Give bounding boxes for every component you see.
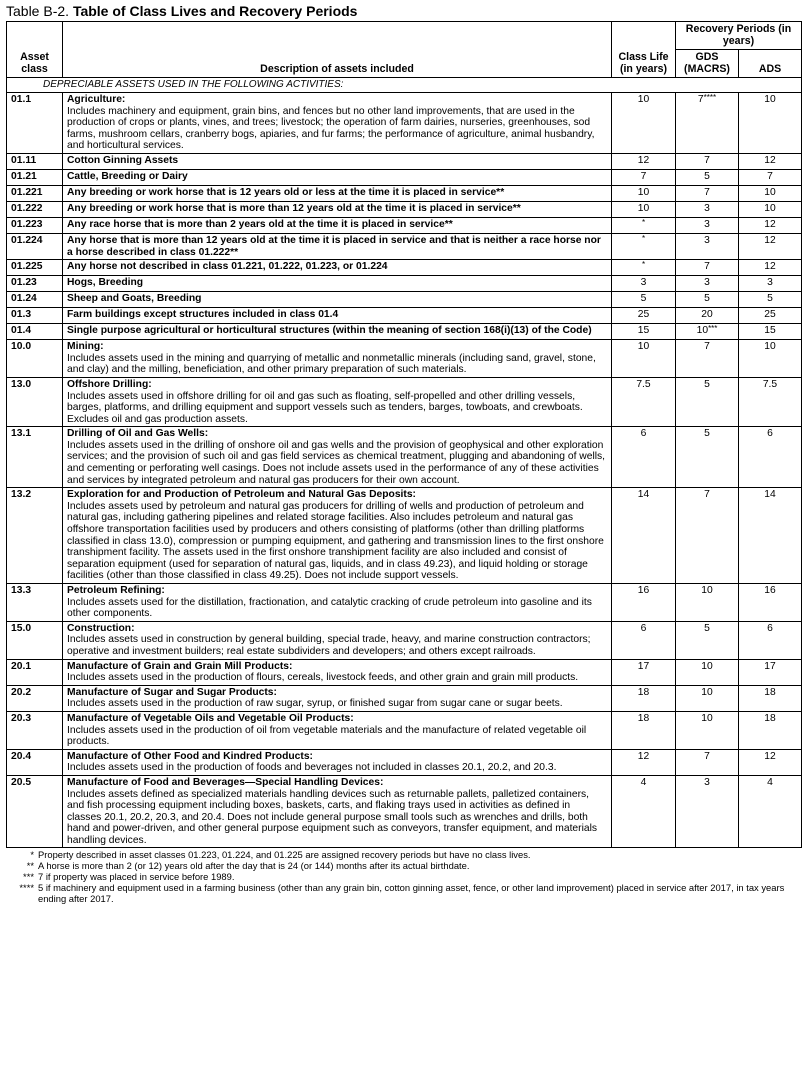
gds-value: 7 bbox=[676, 185, 739, 201]
ads-value: 16 bbox=[739, 584, 802, 622]
section-heading-row bbox=[7, 78, 802, 93]
ads-value: 12 bbox=[739, 233, 802, 259]
table-row bbox=[7, 775, 802, 848]
class-life-value: * bbox=[612, 217, 676, 233]
asset-title: Cotton Ginning Assets bbox=[67, 154, 179, 166]
asset-title: Manufacture of Other Food and Kindred Products: bbox=[67, 750, 313, 762]
asset-title: Any horse not described in class 01.221, 01.222, 01.223, or 01.224 bbox=[67, 261, 388, 273]
ads-value: 12 bbox=[739, 217, 802, 233]
class-life-value: 5 bbox=[612, 292, 676, 308]
asset-title: Mining: bbox=[67, 341, 104, 353]
header-description: Description of assets included bbox=[63, 22, 612, 78]
gds-value: 10*** bbox=[676, 324, 739, 340]
header-class-life: Class Life (in years) bbox=[612, 22, 676, 78]
class-life-value: 16 bbox=[612, 584, 676, 622]
asset-title: Drilling of Oil and Gas Wells: bbox=[67, 428, 209, 440]
gds-value: 10 bbox=[676, 659, 739, 685]
asset-title: Manufacture of Vegetable Oils and Vegetable Oil Products: bbox=[67, 712, 354, 724]
asset-details: Includes assets used in the mining and quarrying of metallic and nonmetallic minerals (including sand, gravel, stone, and clay) and the milling, beneficiation, and other primary preparation of such materials. bbox=[67, 352, 596, 376]
asset-description bbox=[63, 169, 612, 185]
class-life-value: 10 bbox=[612, 92, 676, 153]
asset-title: Any race horse that is more than 2 years old at the time it is placed in service** bbox=[67, 218, 453, 230]
gds-value: 20 bbox=[676, 308, 739, 324]
asset-description bbox=[63, 775, 612, 848]
table-row bbox=[7, 217, 802, 233]
gds-value: 5 bbox=[676, 169, 739, 185]
class-lives-table bbox=[6, 21, 802, 848]
asset-description bbox=[63, 217, 612, 233]
asset-title: Offshore Drilling: bbox=[67, 378, 152, 390]
ads-value: 12 bbox=[739, 260, 802, 276]
gds-value: 5 bbox=[676, 292, 739, 308]
asset-description bbox=[63, 153, 612, 169]
class-life-value: 3 bbox=[612, 276, 676, 292]
table-row bbox=[7, 153, 802, 169]
asset-title: Hogs, Breeding bbox=[67, 277, 144, 289]
table-row bbox=[7, 659, 802, 685]
table-row bbox=[7, 749, 802, 775]
asset-details: Includes assets used in the production of oil from vegetable materials and the manufacture of related vegetable oil products. bbox=[67, 724, 587, 748]
ads-value: 7.5 bbox=[739, 377, 802, 426]
table-row bbox=[7, 169, 802, 185]
footnote-mark: ** bbox=[26, 860, 34, 872]
asset-description bbox=[63, 324, 612, 340]
asset-details: Includes assets used in the drilling of onshore oil and gas wells and the provision of geophysical and other exploration services; and the provision of such oil and gas field services as chemical treatment, plugging and abandoning of wells, and cementing or perforating well casings. Does not include assets used in the performance of any of these activities and services by integrated petroleum and natural gas producers for their own account. bbox=[67, 439, 606, 486]
ads-value: 12 bbox=[739, 153, 802, 169]
asset-description bbox=[63, 185, 612, 201]
class-life-value: 7 bbox=[612, 169, 676, 185]
asset-details: Includes assets defined as specialized materials handling devices such as returnable pallets, palletized containers, and fish processing equipment including boxes, baskets, carts, and flaking trays used in activities as defined in classes 20.1, 20.2, 20.3, and 20.4. Does not include general purpose small tools such as wrenches and drills, both hand and power-driven, and other general purpose equipment such as conveyors, transfer equipment, and materials handling devices. bbox=[67, 788, 598, 846]
footnote-mark: * bbox=[30, 849, 34, 861]
asset-details: Includes assets used in the production of foods and beverages not included in classes 20.1, 20.2, and 20.3. bbox=[67, 762, 557, 774]
asset-class: 20.4 bbox=[7, 749, 63, 775]
table-row bbox=[7, 685, 802, 711]
asset-title: Sheep and Goats, Breeding bbox=[67, 293, 202, 305]
gds-value: 10 bbox=[676, 711, 739, 749]
ads-value: 15 bbox=[739, 324, 802, 340]
ads-value: 10 bbox=[739, 185, 802, 201]
gds-value: 5 bbox=[676, 621, 739, 659]
asset-class: 13.0 bbox=[7, 377, 63, 426]
asset-description bbox=[63, 377, 612, 426]
table-row bbox=[7, 292, 802, 308]
table-row bbox=[7, 584, 802, 622]
ads-value: 12 bbox=[739, 749, 802, 775]
gds-value: 10 bbox=[676, 685, 739, 711]
class-life-value: 6 bbox=[612, 427, 676, 488]
asset-description bbox=[63, 621, 612, 659]
footnotes bbox=[6, 850, 801, 904]
asset-class: 13.1 bbox=[7, 427, 63, 488]
page bbox=[6, 1, 801, 904]
asset-class: 01.3 bbox=[7, 308, 63, 324]
class-life-value: * bbox=[612, 233, 676, 259]
asset-class: 01.21 bbox=[7, 169, 63, 185]
table-row bbox=[7, 276, 802, 292]
asset-class: 20.2 bbox=[7, 685, 63, 711]
asset-title: Any breeding or work horse that is more than 12 years old at the time it is placed in service** bbox=[67, 202, 521, 214]
asset-details: Includes assets used for the distillation, fractionation, and catalytic cracking of crude petroleum into gasoline and its other components. bbox=[67, 596, 592, 620]
asset-details: Includes assets used by petroleum and natural gas producers for drilling of wells and production of petroleum and natural gas, including gathering pipelines and related storage facilities. Also includes petroleum and natural gas offshore transportation facilities used by producers and others consisting of platforms (other than drilling platforms classified in class 13.0), compression or pumping equipment, and gathering and transmission lines to the first onshore transhipment facility. The assets used in the first onshore transhipment facility are also included and consist of separation equipment (used for separation of natural gas, liquids, and in class 49.23), and liquid holding or storage facilities (other than those classified in class 49.25). Does not include support vessels. bbox=[67, 500, 604, 582]
table-row bbox=[7, 185, 802, 201]
footnote-text: Property described in asset classes 01.223, 01.224, and 01.225 are assigned recovery periods but have no class lives. bbox=[38, 849, 531, 861]
gds-value: 7 bbox=[676, 749, 739, 775]
gds-value: 3 bbox=[676, 217, 739, 233]
footnote bbox=[6, 883, 801, 905]
class-life-value: 10 bbox=[612, 185, 676, 201]
class-life-value: 6 bbox=[612, 621, 676, 659]
asset-title: Petroleum Refining: bbox=[67, 585, 165, 596]
asset-class: 01.23 bbox=[7, 276, 63, 292]
asset-class: 20.1 bbox=[7, 659, 63, 685]
asset-class: 01.224 bbox=[7, 233, 63, 259]
asset-class: 01.225 bbox=[7, 260, 63, 276]
asset-details: Includes assets used in offshore drilling for oil and gas such as floating, self-propelled and other drilling vessels, barges, platforms, and drilling equipment and support vessels such as tenders, barges, towboats, and crewboats. Excludes oil and gas production assets. bbox=[67, 390, 583, 425]
table-row bbox=[7, 308, 802, 324]
gds-value: 7 bbox=[676, 260, 739, 276]
ads-value: 14 bbox=[739, 488, 802, 584]
asset-title: Single purpose agricultural or horticultural structures (within the meaning of section 168(i)(13) of the Code) bbox=[67, 325, 592, 337]
table-row bbox=[7, 92, 802, 153]
class-life-value: 10 bbox=[612, 201, 676, 217]
table-row bbox=[7, 488, 802, 584]
gds-value: 3 bbox=[676, 201, 739, 217]
asset-class: 01.222 bbox=[7, 201, 63, 217]
asset-details: Includes machinery and equipment, grain bins, and fences but no other land improvements, that are used in the production of crops or plants, vines, and trees; livestock; the operation of farm dairies, nurseries, greenhouses, sod farms, mushroom cellars, cranberry bogs, apiaries, and fur farms; the performance of agriculture, animal husbandry, and horticultural services. bbox=[67, 105, 595, 152]
asset-details: Includes assets used in the production of raw sugar, syrup, or finished sugar from sugar cane or sugar beets. bbox=[67, 698, 563, 710]
gds-value: 3 bbox=[676, 233, 739, 259]
ads-value: 10 bbox=[739, 92, 802, 153]
asset-class: 01.1 bbox=[7, 92, 63, 153]
asset-title: Exploration for and Production of Petroleum and Natural Gas Deposits: bbox=[67, 489, 416, 501]
asset-class: 13.2 bbox=[7, 488, 63, 584]
gds-value: 10 bbox=[676, 584, 739, 622]
asset-title: Cattle, Breeding or Dairy bbox=[67, 170, 188, 182]
asset-description bbox=[63, 685, 612, 711]
ads-value: 6 bbox=[739, 427, 802, 488]
class-life-value: 17 bbox=[612, 659, 676, 685]
gds-value: 5 bbox=[676, 427, 739, 488]
ads-value: 5 bbox=[739, 292, 802, 308]
gds-value: 7 bbox=[676, 153, 739, 169]
asset-description bbox=[63, 584, 612, 622]
asset-class: 20.3 bbox=[7, 711, 63, 749]
asset-title: Any breeding or work horse that is 12 years old or less at the time it is placed in service** bbox=[67, 186, 505, 198]
asset-class: 10.0 bbox=[7, 340, 63, 378]
gds-value: 7 bbox=[676, 340, 739, 378]
ads-value: 6 bbox=[739, 621, 802, 659]
asset-class: 01.223 bbox=[7, 217, 63, 233]
asset-class: 01.4 bbox=[7, 324, 63, 340]
footnote-mark: **** bbox=[19, 881, 34, 893]
asset-description bbox=[63, 308, 612, 324]
header-ads: ADS bbox=[739, 50, 802, 78]
asset-description bbox=[63, 233, 612, 259]
asset-description bbox=[63, 427, 612, 488]
ads-value: 3 bbox=[739, 276, 802, 292]
footnote-text: 7 if property was placed in service before 1989. bbox=[38, 871, 235, 883]
ads-value: 17 bbox=[739, 659, 802, 685]
ads-value: 7 bbox=[739, 169, 802, 185]
asset-details: Includes assets used in construction by general building, special trade, heavy, and marine construction contractors; operative and investment builders; real estate subdividers and developers; and others except railroads. bbox=[67, 634, 591, 657]
class-life-value: 15 bbox=[612, 324, 676, 340]
asset-class: 01.24 bbox=[7, 292, 63, 308]
gds-value: 3 bbox=[676, 775, 739, 848]
class-life-value: 25 bbox=[612, 308, 676, 324]
class-life-value: * bbox=[612, 260, 676, 276]
section-heading: DEPRECIABLE ASSETS USED IN THE FOLLOWING ACTIVITIES: bbox=[7, 78, 802, 93]
asset-class: 01.11 bbox=[7, 153, 63, 169]
asset-class: 20.5 bbox=[7, 775, 63, 848]
table-row bbox=[7, 377, 802, 426]
asset-description bbox=[63, 276, 612, 292]
asset-description bbox=[63, 340, 612, 378]
ads-value: 18 bbox=[739, 711, 802, 749]
header-recovery-periods: Recovery Periods (in years) bbox=[676, 22, 802, 50]
asset-description bbox=[63, 92, 612, 153]
asset-title: Manufacture of Food and Beverages—Special Handling Devices: bbox=[67, 776, 384, 788]
table-row bbox=[7, 427, 802, 488]
asset-title: Manufacture of Sugar and Sugar Products: bbox=[67, 686, 277, 698]
asset-description bbox=[63, 260, 612, 276]
table-row bbox=[7, 711, 802, 749]
asset-title: Farm buildings except structures included in class 01.4 bbox=[67, 309, 339, 321]
asset-title: Manufacture of Grain and Grain Mill Products: bbox=[67, 660, 293, 672]
table-number: Table B-2. bbox=[6, 3, 70, 19]
class-life-value: 10 bbox=[612, 340, 676, 378]
asset-title: Construction: bbox=[67, 622, 135, 634]
header-asset-class: Asset class bbox=[7, 22, 63, 78]
gds-value: 3 bbox=[676, 276, 739, 292]
asset-description bbox=[63, 659, 612, 685]
class-life-value: 7.5 bbox=[612, 377, 676, 426]
asset-class: 13.3 bbox=[7, 584, 63, 622]
class-life-value: 14 bbox=[612, 488, 676, 584]
gds-value: 7**** bbox=[676, 92, 739, 153]
ads-value: 25 bbox=[739, 308, 802, 324]
asset-class: 01.221 bbox=[7, 185, 63, 201]
table-row bbox=[7, 233, 802, 259]
asset-title: Agriculture: bbox=[67, 93, 126, 105]
header-gds: GDS (MACRS) bbox=[676, 50, 739, 78]
table-row bbox=[7, 324, 802, 340]
class-life-value: 18 bbox=[612, 685, 676, 711]
ads-value: 18 bbox=[739, 685, 802, 711]
asset-details: Includes assets used in the production of flours, cereals, livestock feeds, and other grain and grain mill products. bbox=[67, 672, 579, 684]
gds-value: 5 bbox=[676, 377, 739, 426]
gds-value: 7 bbox=[676, 488, 739, 584]
ads-value: 4 bbox=[739, 775, 802, 848]
asset-description bbox=[63, 488, 612, 584]
asset-description bbox=[63, 292, 612, 308]
ads-value: 10 bbox=[739, 340, 802, 378]
table-row bbox=[7, 260, 802, 276]
asset-class: 15.0 bbox=[7, 621, 63, 659]
asset-title: Any horse that is more than 12 years old at the time it is placed in service and that is neither a race horse nor a horse described in class 01.222** bbox=[67, 234, 601, 258]
table-body bbox=[7, 78, 802, 848]
table-row bbox=[7, 201, 802, 217]
asset-description bbox=[63, 749, 612, 775]
ads-value: 10 bbox=[739, 201, 802, 217]
footnote-text: A horse is more than 2 (or 12) years old after the day that is 24 (or 144) months after its actual birthdate. bbox=[38, 860, 470, 872]
footnote-text: 5 if machinery and equipment used in a farming business (other than any grain bin, cotton ginning asset, fence, or other land improvement) placed in service after 2017, in tax years ending after 2017. bbox=[38, 881, 785, 904]
table-row bbox=[7, 621, 802, 659]
table-heading: Table of Class Lives and Recovery Periods bbox=[72, 3, 358, 19]
class-life-value: 4 bbox=[612, 775, 676, 848]
class-life-value: 12 bbox=[612, 153, 676, 169]
table-row bbox=[7, 340, 802, 378]
class-life-value: 18 bbox=[612, 711, 676, 749]
asset-description bbox=[63, 201, 612, 217]
asset-description bbox=[63, 711, 612, 749]
table-title bbox=[6, 1, 801, 21]
footnote-mark: *** bbox=[23, 871, 34, 883]
class-life-value: 12 bbox=[612, 749, 676, 775]
